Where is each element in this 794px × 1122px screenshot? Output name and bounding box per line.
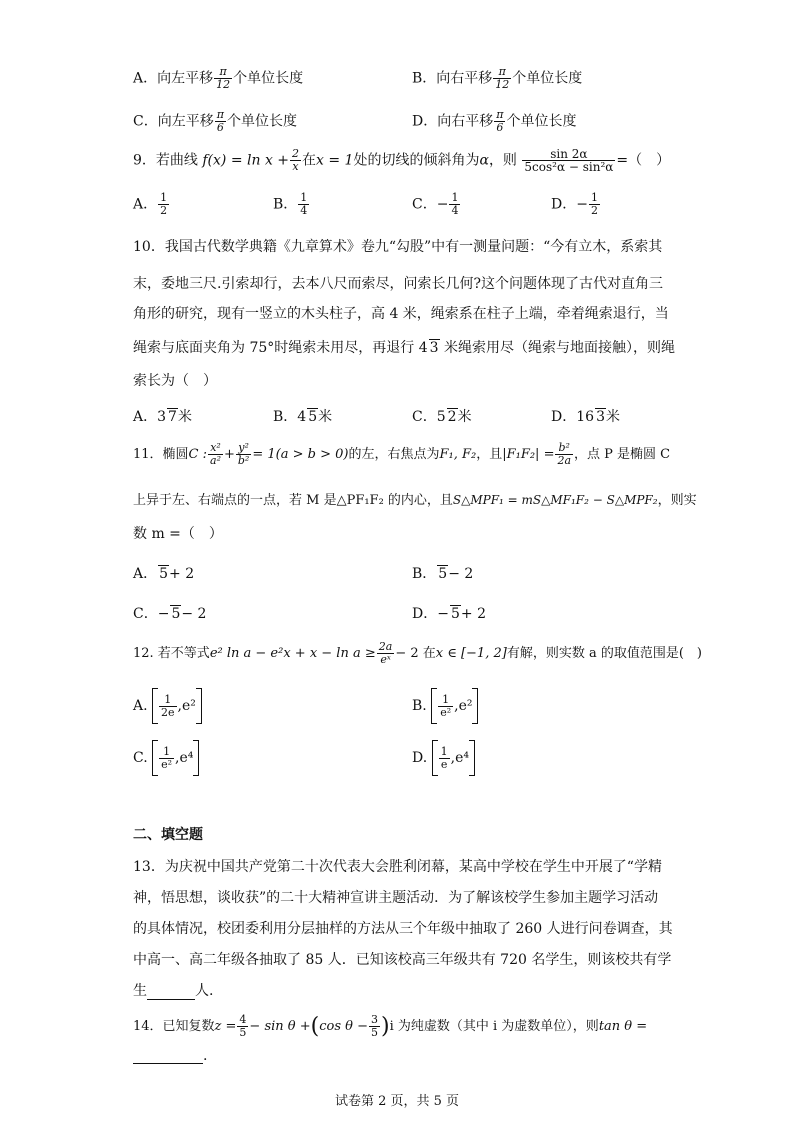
q10-line1: 10．我国古代数学典籍《九章算术》卷九“勾股”中有一测量问题：“今有立木，系索其 bbox=[133, 239, 663, 255]
q14-stem: 14．已知复数z = $\frac{4}{5}$ − sin θ +(cos θ − $\frac{3}{5}$ )i 为纯虚数（其中 i 为虚数单位），则tan θ = bbox=[133, 1013, 648, 1039]
q9-option-c: C．− $\frac{1}{4}$ bbox=[412, 191, 459, 217]
q8-option-d: D．向右平移 $\frac{\pi}{6}$ 个单位长度 bbox=[412, 108, 577, 134]
q9-option-b: B． $\frac{1}{4}$ bbox=[273, 191, 308, 217]
q10-option-d: D．16 3米 bbox=[551, 409, 620, 425]
q11-line3: 数 m =（ ） bbox=[133, 526, 223, 542]
q12-option-d: D. $\frac{1}{e}$ ,e⁴ bbox=[412, 740, 475, 776]
q13-line3: 的具体情况，校团委利用分层抽样的方法从三个年级中抽取了 260 人进行问卷调查，其 bbox=[133, 921, 673, 937]
q8-option-a: A．向左平移 $\frac{\pi}{12}$ 个单位长度 bbox=[133, 65, 304, 91]
q9-option-a: A． $\frac{1}{2}$ bbox=[133, 191, 168, 217]
q14-answer-blank[interactable] bbox=[133, 1049, 203, 1064]
q11-line2: 上异于左、右端点的一点，若 M 是△PF₁F₂ 的内心，且S△MPF₁ = mS△MF₁F₂ − S△MPF₂，则实 bbox=[133, 493, 697, 508]
q8-option-c: C．向左平移 $\frac{\pi}{6}$ 个单位长度 bbox=[133, 108, 297, 134]
q14-answer-line: . bbox=[133, 1048, 207, 1064]
q11-option-c: C．− 5− 2 bbox=[133, 606, 207, 622]
q9-stem: 9．若曲线 f(x) = ln x + $\frac{2}{x}$ 在x = 1处的切线的倾斜角为α，则 $\frac{\sin 2\alpha}{\text{5cos²α − sin²α}}$ =（ ） bbox=[133, 147, 671, 174]
q10-line3: 角形的研究，现有一竖立的木头柱子，高 4 米，绳索系在柱子上端，牵着绳索退行，当 bbox=[133, 306, 669, 322]
q12-option-c: C. $\frac{1}{\text{e²}}$ ,e⁴ bbox=[133, 740, 199, 776]
q9-option-d: D．− $\frac{1}{2}$ bbox=[551, 191, 598, 217]
q10-option-c: C．5 2米 bbox=[412, 409, 472, 425]
q12-stem: 12. 若不等式e² ln a − e²x + x − ln a ≥ $\frac{2a}{\text{eˣ}}$ − 2 在x ∈ [−1, 2]有解，则实数 a 的取值范围是( ) bbox=[133, 640, 702, 666]
q10-option-b: B．4 5米 bbox=[273, 409, 333, 425]
q8-option-b: B．向右平移 $\frac{\pi}{12}$ 个单位长度 bbox=[412, 65, 583, 91]
q10-line5: 索长为（ ） bbox=[133, 373, 217, 389]
q11-option-b: B． 5− 2 bbox=[412, 566, 474, 582]
q13-line5: 生 人. bbox=[133, 983, 214, 999]
q13-line4: 中高一、高二年级各抽取了 85 人．已知该校高三年级共有 720 名学生，则该校共有学 bbox=[133, 952, 672, 968]
q13-answer-blank[interactable] bbox=[147, 985, 195, 1000]
q10-option-a: A．3 7米 bbox=[133, 409, 192, 425]
q12-option-a: A. $\frac{1}{2e}$ ,e² bbox=[133, 688, 202, 724]
q13-line1: 13．为庆祝中国共产党第二十次代表大会胜利闭幕，某高中学校在学生中开展了“学精 bbox=[133, 859, 662, 875]
q13-line2: 神，悟思想，谈收获”的二十大精神宣讲主题活动．为了解该校学生参加主题学习活动 bbox=[133, 890, 659, 906]
q12-option-b: B. $\frac{1}{\text{e²}}$ ,e² bbox=[412, 688, 478, 724]
q11-option-d: D．− 5+ 2 bbox=[412, 606, 486, 622]
section-title-fill-in: 二、填空题 bbox=[133, 827, 203, 843]
page-footer: 试卷第 2 页，共 5 页 bbox=[334, 1094, 460, 1109]
q11-option-a: A． 5+ 2 bbox=[133, 566, 195, 582]
q10-line4: 绳索与底面夹角为 75°时绳索未用尽，再退行 4 3 米绳索用尽（绳索与地面接触），则绳 bbox=[133, 340, 675, 356]
q11-line1: 11．椭圆C : $\frac{\text{x²}}{\text{a²}}$ + $\frac{\text{y²}}{\text{b²}}$ = 1(a > b > 0)的左，右焦点为F₁, F₂，且|F₁F₂| = $\frac{\text{b²}}{2a}$ ，点 P 是椭圆 C bbox=[133, 441, 671, 467]
q10-line2: 末，委地三尺.引索却行，去本八尺而索尽，问索长几何?这个问题体现了古代对直角三 bbox=[133, 276, 663, 292]
